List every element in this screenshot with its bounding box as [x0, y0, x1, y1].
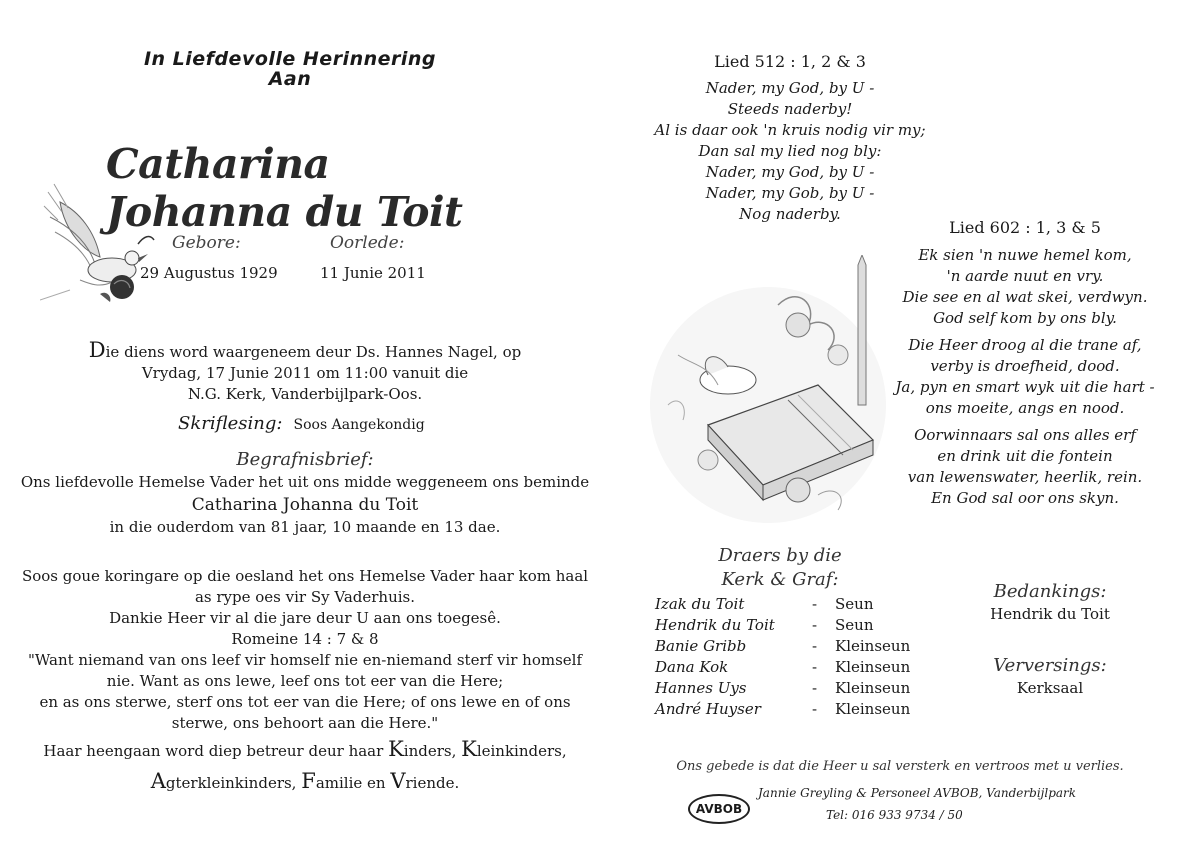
memorial-heading-line1: In Liefdevolle Herinnering	[143, 48, 437, 70]
funeral-letter	[20, 448, 590, 538]
table-row	[655, 636, 925, 657]
service-info	[70, 340, 540, 405]
funeral-letter-name: Catharina Johanna du Toit	[191, 495, 419, 515]
service-line2: Vrydag, 17 Junie 2011 om 11:00 vanuit die	[141, 364, 469, 382]
mourners-f: F	[301, 769, 316, 793]
hymn1-line: Nog naderby.	[739, 205, 841, 223]
deceased-name: Catharina Johanna du Toit	[106, 140, 463, 236]
hymn1-text	[640, 78, 940, 225]
hymn2-line: en drink uit die fontein	[937, 447, 1113, 465]
hymn2-line: ons moeite, angs en nood.	[925, 399, 1125, 417]
mourners-f-rest: amilie en	[315, 774, 391, 792]
scripture-label: Skriflesing:	[178, 413, 283, 434]
avbob-logo	[688, 794, 750, 824]
bearer-name: André Huyser	[655, 700, 761, 718]
telephone: Tel: 016 933 9734 / 50	[826, 808, 963, 822]
born-label: Gebore:	[172, 233, 241, 253]
bearer-role: Kleinseun	[835, 637, 911, 655]
bearer-dash: -	[812, 658, 818, 676]
acknowledgements	[960, 580, 1140, 625]
bearer-name: Banie Gribb	[655, 637, 747, 655]
hymn1-line: Nader, my God, by U -	[705, 79, 875, 97]
mourners-k1-rest: inders,	[403, 742, 462, 760]
funeral-letter-line2: in die ouderdom van 81 jaar, 10 maande en 13 dae.	[109, 518, 501, 536]
bearer-name: Izak du Toit	[655, 595, 745, 613]
bearer-dash: -	[812, 595, 818, 613]
mourners-a-rest: gterkleinkinders,	[165, 774, 302, 792]
mourners-k1: K	[388, 737, 404, 761]
bearer-role: Kleinseun	[835, 658, 911, 676]
hymn2-line: Die see en al wat skei, verdwyn.	[902, 288, 1148, 306]
bearer-name: Hannes Uys	[655, 679, 747, 697]
hymn2-line: verby is droefheid, dood.	[930, 357, 1120, 375]
service-line3: N.G. Kerk, Vanderbijlpark-Oos.	[187, 385, 423, 403]
mourners-k2: K	[461, 737, 477, 761]
bearer-name: Dana Kok	[655, 658, 729, 676]
bearer-dash: -	[812, 616, 818, 634]
refresh-place: Kerksaal	[1016, 679, 1084, 697]
bearer-dash: -	[812, 700, 818, 718]
hymn1-line: Dan sal my lied nog bly:	[698, 142, 882, 160]
avbob-logo-text: AVBOB	[695, 802, 743, 816]
thanks-name: Hendrik du Toit	[990, 605, 1110, 623]
hymn2-line: God self kom by ons bly.	[933, 309, 1117, 327]
bearer-role: Seun	[835, 595, 874, 613]
bearers-table	[655, 594, 925, 720]
table-row	[655, 657, 925, 678]
hymn2-line: Oorwinnaars sal ons alles erf	[914, 426, 1136, 444]
hymn1-title: Lied 512 : 1, 2 & 3	[714, 52, 866, 71]
tribute-line3: Dankie Heer vir al die jare deur U aan ons toegesê.	[109, 609, 501, 627]
hymn1-line: Al is daar ook 'n kruis nodig vir my;	[654, 121, 926, 139]
mourners-line1-a: Haar heengaan word diep betreur deur haar	[43, 742, 389, 760]
tribute-paragraph	[10, 566, 600, 734]
bible-dove-illustration	[648, 255, 888, 525]
hymn2-title: Lied 602 : 1, 3 & 5	[949, 218, 1101, 237]
bearers-title	[690, 544, 870, 592]
scripture-value: Soos Aangekondig	[293, 417, 425, 433]
born-date: 29 Augustus 1929	[140, 264, 278, 282]
memorial-heading-line2: Aan	[268, 68, 312, 90]
prayer-line: Ons gebede is dat die Heer u sal versterk en vertroos met u verlies.	[676, 759, 1124, 774]
hymn1-line: Nader, my God, by U -	[705, 163, 875, 181]
mourners-a: A	[150, 769, 166, 793]
hymn2-line: En God sal oor ons skyn.	[931, 489, 1119, 507]
bearer-role: Seun	[835, 616, 874, 634]
bearer-name: Hendrik du Toit	[655, 616, 775, 634]
dove-rose-illustration	[40, 172, 160, 312]
quote-line3: en as ons sterwe, sterf ons tot eer van die Here; of ons lewe en of ons	[39, 693, 571, 711]
mourners-v-rest: riende.	[405, 774, 460, 792]
tribute-line1: Soos goue koringare op die oesland het ons Hemelse Vader haar kom haal	[21, 567, 589, 585]
table-row	[655, 594, 925, 615]
table-row	[655, 678, 925, 699]
service-line1: ie diens word waargeneem deur Ds. Hannes Nagel, op	[105, 343, 522, 361]
bearer-dash: -	[812, 637, 818, 655]
mourners-v: V	[390, 769, 406, 793]
hymn1-line: Steeds naderby!	[727, 100, 853, 118]
quote-line2: nie. Want as ons lewe, leef ons tot eer van die Here;	[106, 672, 504, 690]
scripture-reading	[178, 413, 425, 434]
funeral-letter-line1: Ons liefdevolle Hemelse Vader het uit ons midde weggeneem ons beminde	[20, 473, 590, 491]
table-row	[655, 615, 925, 636]
memorial-heading	[140, 48, 440, 90]
funeral-letter-title: Begrafnisbrief:	[236, 449, 374, 470]
hymn2-line: van lewenswater, heerlik, rein.	[907, 468, 1143, 486]
quote-line1: "Want niemand van ons leef vir homself nie en-niemand sterf vir homself	[27, 651, 583, 669]
bearers-title-line1: Draers by die	[718, 545, 842, 566]
tribute-line2: as rype oes vir Sy Vaderhuis.	[194, 588, 416, 606]
thanks-title: Bedankings:	[993, 581, 1107, 602]
mourners-k2-rest: leinkinders,	[476, 742, 567, 760]
refreshments	[960, 654, 1140, 699]
hymn2-line: 'n aarde nuut en vry.	[946, 267, 1104, 285]
hymn2-line: Ek sien 'n nuwe hemel kom,	[918, 246, 1132, 264]
refresh-title: Verversings:	[993, 655, 1107, 676]
service-initial: D	[88, 338, 106, 362]
bearer-dash: -	[812, 679, 818, 697]
died-date: 11 Junie 2011	[320, 264, 426, 282]
died-label: Oorlede:	[330, 233, 405, 253]
undertaker: Jannie Greyling & Personeel AVBOB, Vanderbijlpark	[758, 786, 1077, 800]
bearers-title-line2: Kerk & Graf:	[721, 569, 839, 590]
hymn1-line: Nader, my Gob, by U -	[705, 184, 875, 202]
mourners	[20, 734, 590, 798]
hymn2-line: Die Heer droog al die trane af,	[908, 336, 1142, 354]
hymn2-text	[895, 245, 1155, 509]
bearer-role: Kleinseun	[835, 679, 911, 697]
table-row	[655, 699, 925, 720]
hymn2-line: Ja, pyn en smart wyk uit die hart -	[895, 378, 1155, 396]
scripture-reference: Romeine 14 : 7 & 8	[231, 630, 379, 648]
bearer-role: Kleinseun	[835, 700, 911, 718]
quote-line4: sterwe, ons behoort aan die Here."	[171, 714, 439, 732]
